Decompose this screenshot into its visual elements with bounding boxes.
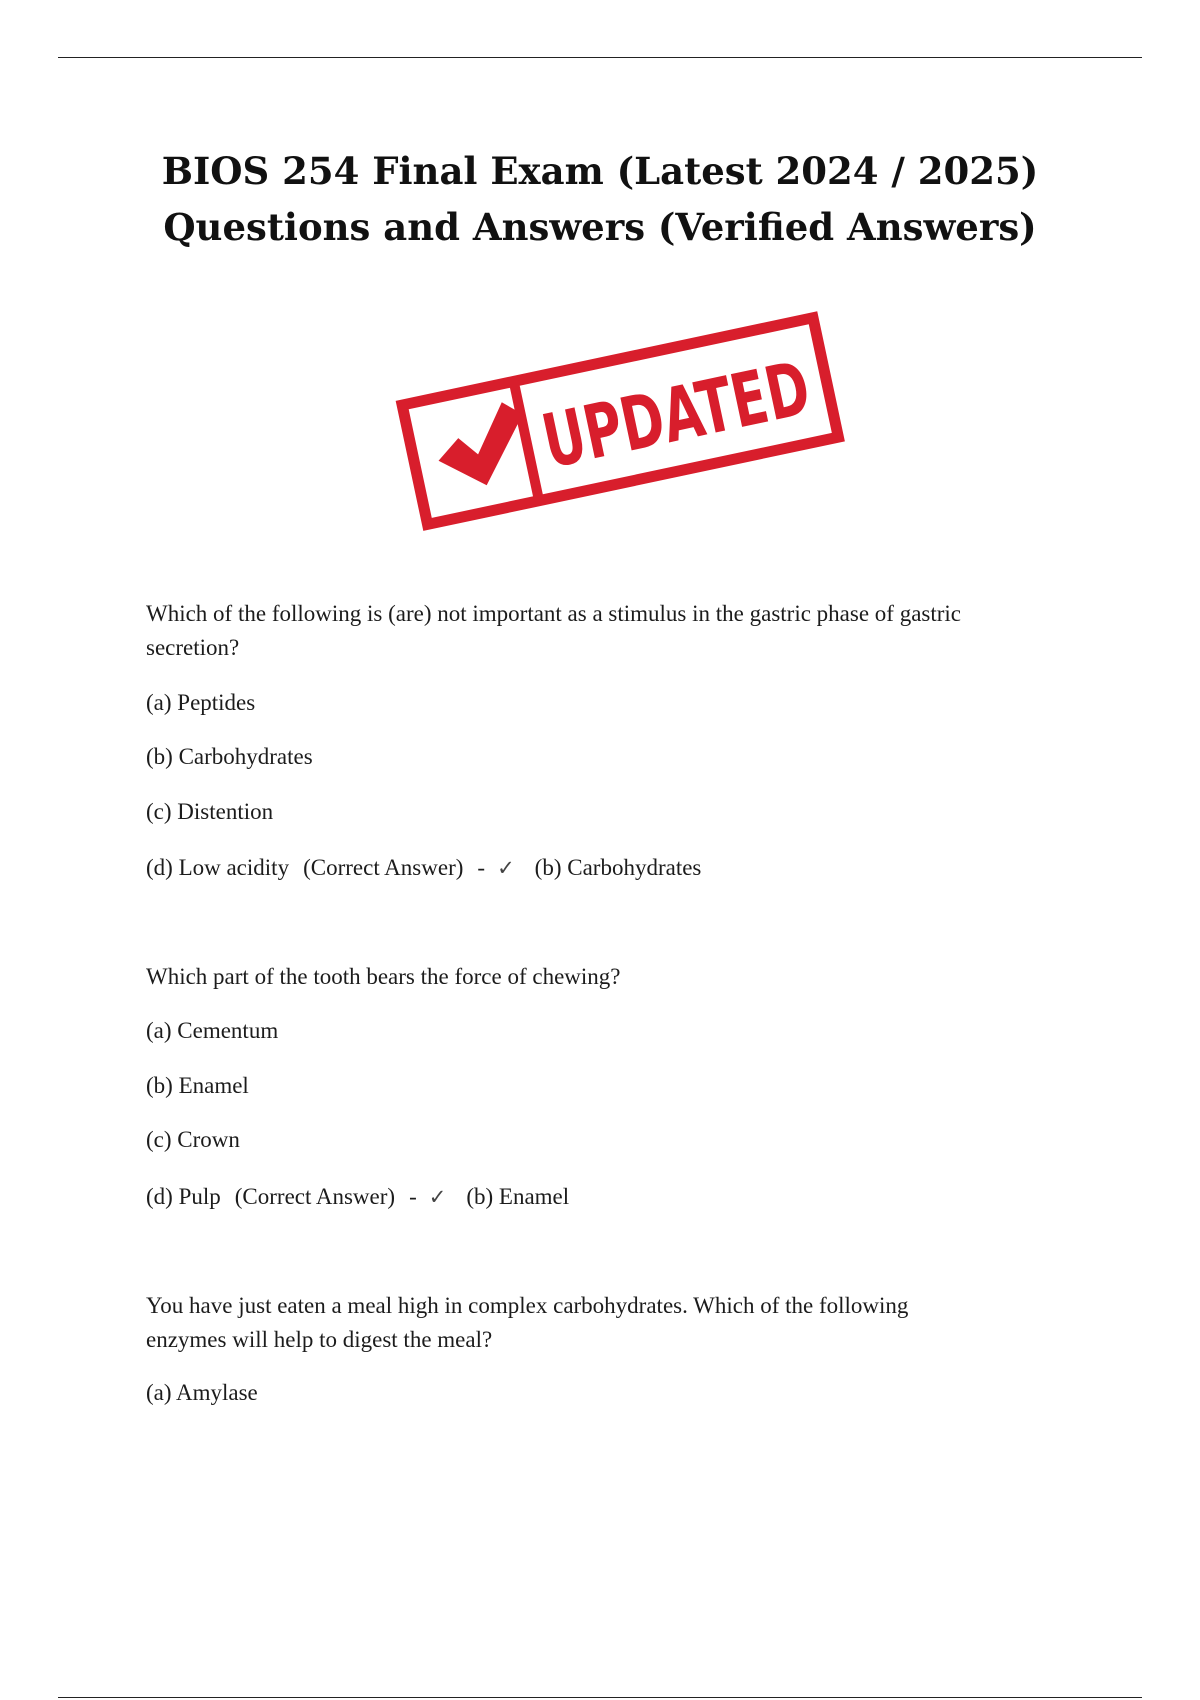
stamp-text: UPDATED — [535, 328, 896, 486]
check-icon: ✓ — [497, 856, 515, 880]
stamp-graphic — [395, 300, 896, 530]
question-1-option-d-row — [146, 851, 701, 885]
check-icon: ✓ — [428, 1185, 447, 1209]
footer-rule — [58, 1697, 1142, 1698]
question-1-correct-answer: (b) Carbohydrates — [534, 855, 702, 880]
title-line-1: BIOS 254 Final Exam (Latest 2024 / 2025) — [161, 149, 1039, 193]
question-1-text-line-1: Which of the following is (are) not important as a stimulus in the gastric phase of gastric — [146, 601, 962, 626]
correct-answer-label: (Correct Answer) — [303, 855, 464, 880]
question-1-text-line-2: secretion? — [146, 635, 240, 660]
question-2-correct-answer: (b) Enamel — [466, 1184, 570, 1209]
header-rule — [58, 57, 1142, 58]
question-3-option-a: (a) Amylase — [146, 1380, 258, 1405]
question-1-option-c: (c) Distention — [146, 799, 274, 824]
question-2-option-d-row — [146, 1180, 569, 1214]
stamp-check-icon — [429, 399, 535, 494]
question-3-text-line-1: You have just eaten a meal high in complex carbohydrates. Which of the following — [146, 1293, 909, 1318]
question-1-option-d: (d) Low acidity — [146, 855, 290, 880]
correct-answer-label: (Correct Answer) — [234, 1184, 396, 1209]
answer-dash: - — [477, 855, 486, 880]
question-2-option-a: (a) Cementum — [146, 1018, 279, 1043]
question-1-option-b: (b) Carbohydrates — [146, 744, 313, 769]
question-2-option-d: (d) Pulp — [146, 1184, 221, 1209]
question-2-text: Which part of the tooth bears the force of chewing? — [146, 964, 621, 989]
question-1-option-a: (a) Peptides — [146, 690, 256, 715]
answer-dash: - — [409, 1184, 417, 1209]
question-2-option-c: (c) Crown — [146, 1127, 240, 1152]
document-title — [100, 143, 1100, 255]
question-3-text-line-2: enzymes will help to digest the meal? — [146, 1327, 493, 1352]
title-line-2: Questions and Answers (Verified Answers) — [163, 205, 1037, 249]
question-2-option-b: (b) Enamel — [146, 1073, 249, 1098]
updated-stamp — [395, 300, 896, 530]
